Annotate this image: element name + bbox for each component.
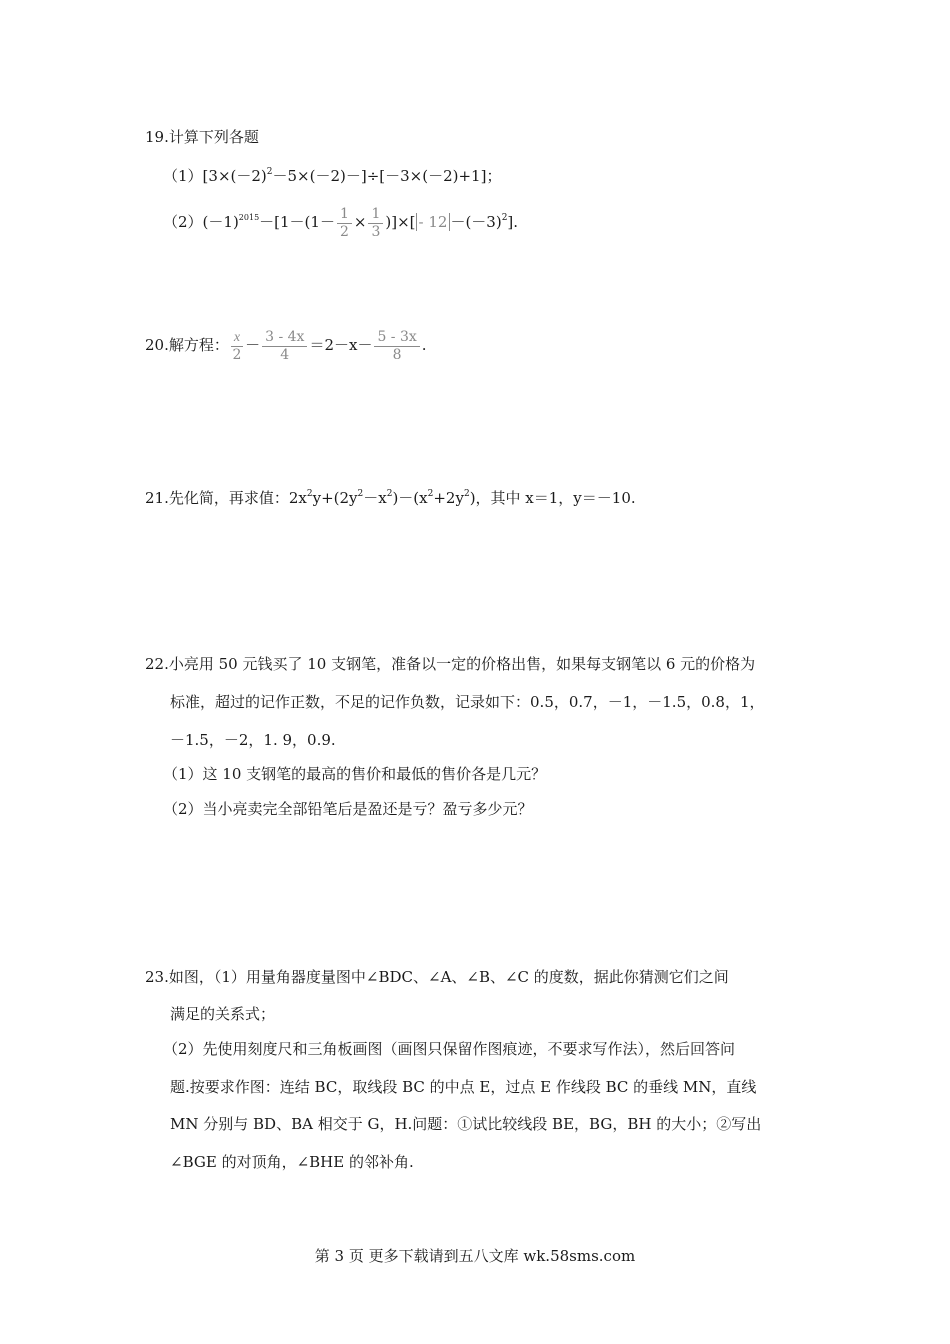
q21-exp: 2 bbox=[427, 489, 434, 499]
fraction-numerator: 3 - 4x bbox=[262, 329, 307, 347]
q19-part1-b: －5×(－2)－]÷[－3×(－2)+1]； bbox=[272, 167, 502, 185]
fraction-numerator: 1 bbox=[337, 206, 352, 224]
q20-prefix: 20.解方程： bbox=[145, 336, 229, 354]
q21-exp: 2 bbox=[306, 489, 313, 499]
page-footer: 第 3 页 更多下载请到五八文库 wk.58sms.com bbox=[314, 1247, 636, 1265]
q21-part: 21.先化简，再求值：2x bbox=[145, 489, 307, 507]
times-sign: × bbox=[353, 213, 367, 231]
q23-line4: 题.按要求作图：连结 BC，取线段 BC 的中点 E，过点 E 作线段 BC 的垂线 MN，直线 bbox=[170, 1078, 757, 1096]
q23-line2: 满足的关系式； bbox=[170, 1005, 276, 1023]
q21-exp: 2 bbox=[463, 489, 470, 499]
q22-sub1: （1）这 10 支钢笔的最高的售价和最低的售价各是几元？ bbox=[163, 765, 547, 783]
fraction-x-over-2 bbox=[231, 329, 243, 364]
q21-exp: 2 bbox=[386, 489, 393, 499]
fraction-numerator: x bbox=[231, 329, 243, 347]
fraction-denominator: 8 bbox=[392, 346, 402, 363]
fraction-3-4x-over-4 bbox=[262, 329, 307, 364]
fraction-denominator: 3 bbox=[371, 223, 381, 240]
fraction-numerator: 1 bbox=[368, 206, 383, 224]
q20-equation bbox=[145, 322, 427, 368]
fraction-one-third bbox=[368, 206, 383, 241]
q21-part: )，其中 x＝1，y＝－10. bbox=[469, 489, 636, 507]
q19-part2-exp2: 2 bbox=[501, 213, 508, 223]
q22-line3: －1.5，－2，1. 9，0.9. bbox=[170, 731, 336, 749]
q21-part: y+(2y bbox=[312, 489, 358, 507]
fraction-numerator: 5 - 3x bbox=[374, 329, 419, 347]
q21-exp: 2 bbox=[357, 489, 364, 499]
q21-part: +2y bbox=[433, 489, 464, 507]
q21-part: －x bbox=[363, 489, 387, 507]
q19-part2 bbox=[163, 200, 518, 241]
q23-line1: 23.如图，（1）用量角器度量图中∠BDC、∠A、∠B、∠C 的度数，据此你猜测它们之间 bbox=[145, 968, 729, 986]
fraction-denominator: 2 bbox=[339, 223, 349, 240]
q19-part2-exp: 2015 bbox=[238, 213, 260, 222]
q21-text bbox=[145, 484, 636, 508]
q19-part2-c: )]×[ bbox=[385, 213, 416, 231]
q20-minus: － bbox=[245, 336, 261, 354]
q19-part1-exp: 2 bbox=[266, 167, 273, 177]
fraction-5-3x-over-8 bbox=[374, 329, 419, 364]
fraction-denominator: 4 bbox=[280, 346, 290, 363]
q23-line3: （2）先使用刻度尺和三角板画图（画图只保留作图痕迹，不要求写作法），然后回答问 bbox=[163, 1040, 736, 1058]
q21-part: )－(x bbox=[392, 489, 428, 507]
q22-line1: 22.小亮用 50 元钱买了 10 支钢笔，准备以一定的价格出售，如果每支钢笔以 6 元的价格为 bbox=[145, 655, 756, 673]
q23-line5: MN 分别与 BD、BA 相交于 G，H.问题：①试比较线段 BE，BG，BH 的大小；②写出 bbox=[170, 1115, 762, 1133]
q23-line6: ∠BGE 的对顶角，∠BHE 的邻补角. bbox=[170, 1153, 414, 1171]
q19-part2-e: ]. bbox=[507, 213, 519, 231]
q22-sub2: （2）当小亮卖完全部铅笔后是盈还是亏？盈亏多少元？ bbox=[163, 800, 533, 818]
q19-part2-b: －[1－(1－ bbox=[259, 213, 335, 231]
q19-part1-label: （1） bbox=[163, 167, 203, 185]
fraction-denominator: 2 bbox=[232, 346, 242, 363]
q20-middle: ＝2－x－ bbox=[309, 336, 373, 354]
fraction-one-half bbox=[337, 206, 352, 241]
q19-part2-a: (－1) bbox=[202, 213, 239, 231]
absolute-value: - 12 bbox=[416, 213, 451, 231]
q20-end: . bbox=[421, 336, 427, 354]
q19-part2-d: －(－3) bbox=[450, 213, 502, 231]
q19-part1 bbox=[163, 162, 501, 186]
q19-part1-a: [3×(－2) bbox=[202, 167, 267, 185]
q19-title: 19.计算下列各题 bbox=[145, 128, 259, 146]
q19-part2-label: （2） bbox=[163, 213, 203, 231]
q22-line2: 标准，超过的记作正数，不足的记作负数，记录如下：0.5，0.7，－1，－1.5，0.8，1， bbox=[170, 693, 765, 711]
